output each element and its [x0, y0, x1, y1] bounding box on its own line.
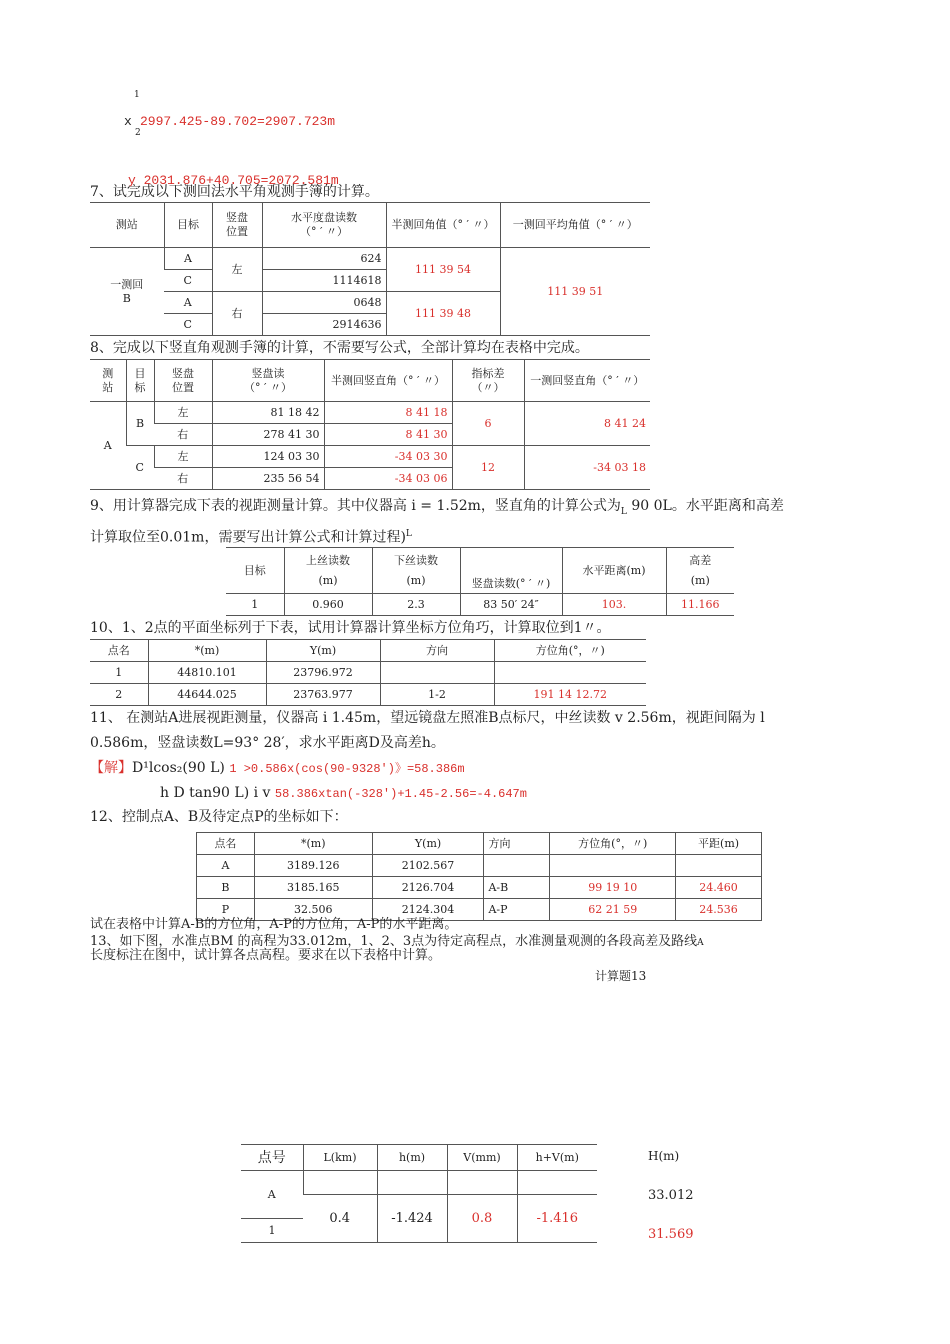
- q9-dist: 103.: [562, 594, 666, 616]
- q9-h-target: 目标: [226, 548, 284, 594]
- q9-read: 83 50′ 24″: [460, 594, 562, 616]
- q10-h-x: *(m): [148, 640, 266, 662]
- q10-h-az: 方位角(°，〃): [494, 640, 646, 662]
- q8-pos: 右: [154, 468, 212, 490]
- q13-l: 0.4: [303, 1195, 377, 1243]
- q9-down: 2.3: [372, 594, 460, 616]
- q12-h-y: Y(m): [372, 833, 484, 855]
- q12-h-x: *(m): [254, 833, 372, 855]
- q12-y: 2126.704: [372, 877, 484, 899]
- q10-x: 44644.025: [148, 684, 266, 706]
- q8-read: 124 03 30: [212, 446, 324, 468]
- q8-pos: 左: [154, 402, 212, 424]
- q12-h-dir: 方向: [484, 833, 550, 855]
- q12-dist: 24.460: [676, 877, 762, 899]
- q12-note: 试在表格中计算A-B的方位角，A-P的方位角，A-P的水平距离。: [90, 917, 458, 932]
- q13-h-H: H(m): [648, 1149, 680, 1163]
- q13-hv: -1.416: [517, 1195, 597, 1243]
- subscript-2: 2: [135, 128, 141, 138]
- q7-half-1: 111 39 54: [386, 248, 500, 292]
- q12-az: 62 21 59: [550, 899, 676, 921]
- q9-h-down: 下丝读数 (m): [372, 548, 460, 594]
- q10-table: [90, 639, 646, 706]
- q12-dir: A-P: [484, 899, 550, 921]
- q10-dir: [380, 662, 494, 684]
- q8-read: 278 41 30: [212, 424, 324, 446]
- q10-pt: 2: [90, 684, 148, 706]
- q13-pt-1: 1: [241, 1219, 303, 1243]
- q8-read: 235 56 54: [212, 468, 324, 490]
- q13-line2: 长度标注在图中，试计算各点高程。要求在以下表格中计算。: [90, 948, 442, 963]
- x-formula: 2997.425-89.702=2907.723m: [140, 114, 336, 129]
- x-label: x: [124, 114, 132, 129]
- q8-full-b: 8 41 24: [524, 402, 650, 446]
- q8-target-b: B: [126, 402, 154, 446]
- q10-dir: 1-2: [380, 684, 494, 706]
- q9-h-dist: 水平距离(m): [562, 548, 666, 594]
- q7-station: 一测回 B: [90, 248, 164, 336]
- q10-y: 23796.972: [266, 662, 380, 684]
- q8-half: -34 03 30: [324, 446, 452, 468]
- q12-h-pt: 点名: [197, 833, 255, 855]
- q8-target-c: C: [126, 446, 154, 490]
- q7-h-target: 目标: [164, 203, 212, 248]
- q8-h-index: 指标差 （〃）: [452, 360, 524, 402]
- q12-x: 3189.126: [254, 855, 372, 877]
- q8-index-c: 12: [452, 446, 524, 490]
- q7-avg: 111 39 51: [500, 248, 650, 336]
- q10-title: 10、1、2点的平面坐标列于下表，试用计算器计算坐标方位角巧，计算取位到1〃。: [90, 620, 611, 636]
- q13-table: [241, 1144, 597, 1243]
- q13-empty: [377, 1171, 447, 1195]
- q7-half-2: 111 39 48: [386, 292, 500, 336]
- q10-h-y: Y(m): [266, 640, 380, 662]
- q7-h-reading: 水平度盘读数 （° ′ 〃）: [262, 203, 386, 248]
- q7-h-avg: 一测回平均角值（° ′ 〃）: [500, 203, 650, 248]
- q9-table: [226, 547, 734, 616]
- q12-h-dist: 平距(m): [676, 833, 762, 855]
- q13-empty: [517, 1171, 597, 1195]
- q7-reading: 624: [262, 248, 386, 270]
- q13-h-hv: h+V(m): [517, 1145, 597, 1171]
- q8-full-c: -34 03 18: [524, 446, 650, 490]
- q12-dist: 24.536: [676, 899, 762, 921]
- q13-caption: 计算题13: [595, 969, 647, 983]
- q13-v: 0.8: [447, 1195, 517, 1243]
- q8-h-target: 目 标: [126, 360, 154, 402]
- q9-line2: 计算取位至0.01m，需要写出计算公式和计算过程)$^L$: [90, 529, 412, 546]
- q7-target: A: [164, 292, 212, 314]
- q8-half: 8 41 18: [324, 402, 452, 424]
- q8-table: [90, 359, 650, 490]
- q12-dir: [484, 855, 550, 877]
- q8-station: A: [90, 402, 126, 490]
- q13-h-h: h(m): [377, 1145, 447, 1171]
- q10-h-pt: 点名: [90, 640, 148, 662]
- q7-pos-left: 左: [212, 248, 262, 292]
- q13-h-pt: 点号: [241, 1145, 303, 1171]
- q12-dist: [676, 855, 762, 877]
- q11-solution-2: h D tan90 L) i v 58.386xtan(-328′)+1.45-2.56=-4.647m: [160, 785, 527, 801]
- q7-target: C: [164, 270, 212, 292]
- q9-line1: 9、用计算器完成下表的视距测量计算。其中仪器高 i = 1.52m，竖直角的计算公式为$_L$ 90 0L。水平距离和高差: [90, 498, 784, 517]
- q13-empty: [303, 1171, 377, 1195]
- q13-empty: [447, 1171, 517, 1195]
- q8-h-pos: 竖盘 位置: [154, 360, 212, 402]
- q10-pt: 1: [90, 662, 148, 684]
- q12-dir: A-B: [484, 877, 550, 899]
- q8-h-station: 测 站: [90, 360, 126, 402]
- q9-target: 1: [226, 594, 284, 616]
- q7-h-station: 测站: [90, 203, 164, 248]
- q8-half: -34 03 06: [324, 468, 452, 490]
- q8-title: 8、完成以下竖直角观测手簿的计算，不需要写公式，全部计算均在表格中完成。: [90, 340, 589, 356]
- q7-reading: 0648: [262, 292, 386, 314]
- q11-solution-1: 【解】D¹lcos₂(90 L) 1 >0.586x(cos(90-9328′)》=58.386m: [90, 760, 465, 776]
- q13-h-l: L(km): [303, 1145, 377, 1171]
- q8-read: 81 18 42: [212, 402, 324, 424]
- q12-x: 3185.165: [254, 877, 372, 899]
- q7-reading: 2914636: [262, 314, 386, 336]
- q12-y: 2124.304: [372, 899, 484, 921]
- q13-H-1: 31.569: [648, 1227, 694, 1242]
- q10-y: 23763.977: [266, 684, 380, 706]
- q10-az: 191 14 12.72: [494, 684, 646, 706]
- q8-pos: 右: [154, 424, 212, 446]
- q7-title: 7、试完成以下测回法水平角观测手簿的计算。: [90, 184, 379, 200]
- q7-reading: 1114618: [262, 270, 386, 292]
- q12-pt: A: [197, 855, 255, 877]
- q9-up: 0.960: [284, 594, 372, 616]
- q12-az: [550, 855, 676, 877]
- q8-pos: 左: [154, 446, 212, 468]
- q8-h-read: 竖盘读 （° ′ 〃）: [212, 360, 324, 402]
- q12-y: 2102.567: [372, 855, 484, 877]
- q11-line1: 11、 在测站A进展视距测量，仪器高 i 1.45m，望远镜盘左照准B点标尺，中丝读数 v 2.56m，视距间隔为 l: [90, 710, 765, 726]
- q9-h-read: 竖盘读数(° ′ 〃): [460, 548, 562, 594]
- q9-h-up: 上丝读数 (m): [284, 548, 372, 594]
- q13-H-a: 33.012: [648, 1188, 694, 1203]
- q7-pos-right: 右: [212, 292, 262, 336]
- q8-index-b: 6: [452, 402, 524, 446]
- q7-h-pos: 竖盘 位置: [212, 203, 262, 248]
- q12-pt: P: [197, 899, 255, 921]
- q12-x: 32.506: [254, 899, 372, 921]
- q13-h-v: V(mm): [447, 1145, 517, 1171]
- q10-h-dir: 方向: [380, 640, 494, 662]
- q11-line2: 0.586m，竖盘读数L=93° 28′，求水平距离D及高差h。: [90, 735, 445, 751]
- q7-h-half: 半测回角值（° ′ 〃）: [386, 203, 500, 248]
- q7-target: C: [164, 314, 212, 336]
- q12-pt: B: [197, 877, 255, 899]
- q8-half: 8 41 30: [324, 424, 452, 446]
- q13-line1: 13、如下图，水准点BM 的高程为33.012m，1、2、3点为待定高程点，水准测量观测的各段高差及路线A: [90, 934, 704, 949]
- q13-hval: -1.424: [377, 1195, 447, 1243]
- superscript-1: 1: [134, 90, 140, 100]
- y-formula: y 2031.876+40.705=2072.581m: [128, 173, 339, 188]
- q9-diff: 11.166: [666, 594, 734, 616]
- q8-h-half: 半测回竖直角（° ′ 〃）: [324, 360, 452, 402]
- q12-title: 12、控制点A、B及待定点P的坐标如下：: [90, 809, 348, 825]
- q12-az: 99 19 10: [550, 877, 676, 899]
- q10-az: [494, 662, 646, 684]
- q13-pt-a: A: [241, 1171, 303, 1219]
- q8-h-full: 一测回竖直角（° ′ 〃）: [524, 360, 650, 402]
- q7-target: A: [164, 248, 212, 270]
- q12-h-az: 方位角(°，〃): [550, 833, 676, 855]
- q9-h-diff: 高差 (m): [666, 548, 734, 594]
- q10-x: 44810.101: [148, 662, 266, 684]
- q12-table: [196, 832, 762, 921]
- q7-table: [90, 202, 650, 336]
